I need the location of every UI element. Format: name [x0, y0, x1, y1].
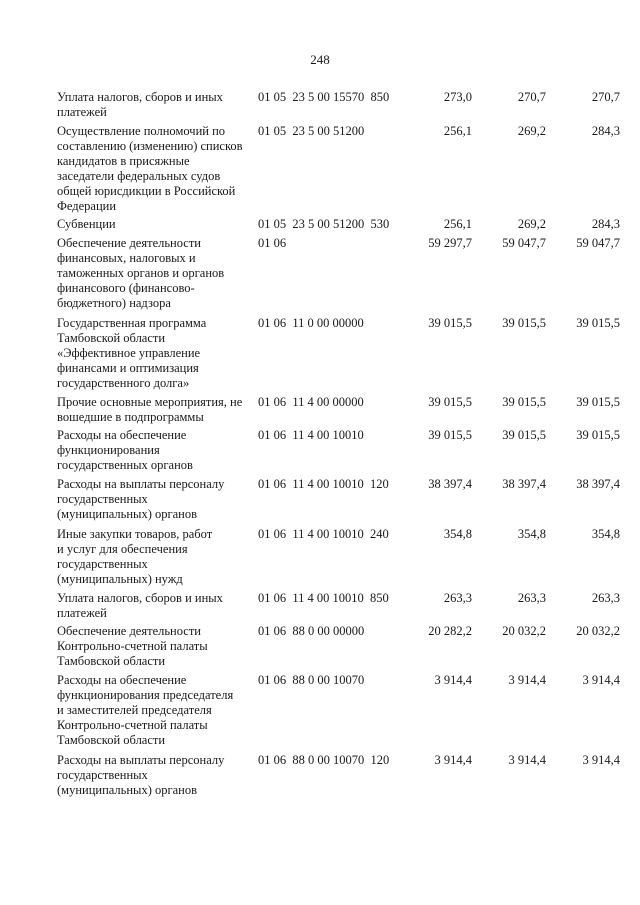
- amount-year-2: 354,8: [517, 527, 546, 541]
- budget-code: 01 06 11 4 00 10010 850: [258, 591, 389, 605]
- budget-code: 01 06 88 0 00 10070: [258, 673, 365, 687]
- amount-year-2: 39 015,5: [502, 428, 546, 442]
- expense-name: Иные закупки товаров, работ и услуг для обеспечения государственных (муниципальных) нужд: [57, 527, 213, 586]
- expense-name: Уплата налогов, сборов и иных платежей: [57, 591, 223, 620]
- amount-year-2: 38 397,4: [502, 477, 546, 491]
- amount-year-1: 263,3: [443, 591, 472, 605]
- expense-name: Государственная программа Тамбовской области «Эффективное управление финансами и оптимизация государственного долга»: [57, 316, 207, 390]
- page-number: 248: [310, 52, 330, 67]
- budget-code: 01 06 11 4 00 00000: [258, 395, 364, 409]
- amount-year-1: 273,0: [443, 90, 472, 104]
- budget-code: 01 06 88 0 00 10070 120: [258, 753, 390, 767]
- expense-name: Обеспечение деятельности Контрольно-счетной палаты Тамбовской области: [57, 624, 208, 668]
- expense-name: Расходы на выплаты персоналу государственных (муниципальных) органов: [57, 753, 225, 797]
- amount-year-2: 269,2: [517, 124, 546, 138]
- amount-year-3: 284,3: [591, 217, 620, 231]
- expense-name: Расходы на обеспечение функционирования председателя и заместителей председателя Контрольно-счетной палаты Тамбовской области: [57, 673, 234, 747]
- amount-year-3: 270,7: [591, 90, 620, 104]
- amount-year-1: 256,1: [443, 217, 472, 231]
- expense-name: Прочие основные мероприятия, не вошедшие в подпрограммы: [57, 395, 243, 424]
- amount-year-3: 284,3: [591, 124, 620, 138]
- amount-year-1: 59 297,7: [428, 236, 472, 250]
- budget-code: 01 06 11 0 00 00000: [258, 316, 364, 330]
- amount-year-2: 59 047,7: [502, 236, 546, 250]
- budget-code: 01 06 88 0 00 00000: [258, 624, 365, 638]
- amount-year-2: 270,7: [517, 90, 546, 104]
- expense-name: Расходы на обеспечение функционирования государственных органов: [57, 428, 193, 472]
- expense-name: Осуществление полномочий по составлению (изменению) списков кандидатов в присяжные заседатели федеральных судов общей юрисдикции в Российской Федерации: [57, 124, 243, 213]
- budget-code: 01 05 23 5 00 51200 530: [258, 217, 390, 231]
- amount-year-2: 39 015,5: [502, 316, 546, 330]
- amount-year-3: 263,3: [591, 591, 620, 605]
- amount-year-1: 39 015,5: [428, 428, 472, 442]
- amount-year-3: 3 914,4: [582, 673, 620, 687]
- amount-year-2: 263,3: [517, 591, 546, 605]
- amount-year-1: 3 914,4: [434, 753, 472, 767]
- amount-year-1: 256,1: [443, 124, 472, 138]
- budget-code: 01 06 11 4 00 10010 120: [258, 477, 389, 491]
- amount-year-2: 39 015,5: [502, 395, 546, 409]
- amount-year-1: 20 282,2: [428, 624, 472, 638]
- amount-year-3: 59 047,7: [576, 236, 620, 250]
- expense-name: Расходы на выплаты персоналу государственных (муниципальных) органов: [57, 477, 225, 521]
- budget-code: 01 06: [258, 236, 287, 250]
- amount-year-2: 3 914,4: [508, 753, 546, 767]
- amount-year-3: 38 397,4: [576, 477, 620, 491]
- amount-year-3: 354,8: [591, 527, 620, 541]
- amount-year-3: 39 015,5: [576, 428, 620, 442]
- amount-year-2: 3 914,4: [508, 673, 546, 687]
- amount-year-3: 20 032,2: [576, 624, 620, 638]
- amount-year-1: 38 397,4: [428, 477, 472, 491]
- expense-name: Субвенции: [57, 217, 116, 231]
- amount-year-2: 269,2: [517, 217, 546, 231]
- expense-name: Уплата налогов, сборов и иных платежей: [57, 90, 223, 119]
- budget-code: 01 06 11 4 00 10010 240: [258, 527, 389, 541]
- budget-code: 01 05 23 5 00 15570 850: [258, 90, 390, 104]
- amount-year-2: 20 032,2: [502, 624, 546, 638]
- amount-year-1: 3 914,4: [434, 673, 472, 687]
- amount-year-3: 39 015,5: [576, 395, 620, 409]
- expense-name: Обеспечение деятельности финансовых, налоговых и таможенных органов и органов финансового (финансово- бюджетного) надзора: [57, 236, 225, 310]
- amount-year-1: 39 015,5: [428, 395, 472, 409]
- amount-year-1: 354,8: [443, 527, 472, 541]
- budget-code: 01 05 23 5 00 51200: [258, 124, 365, 138]
- budget-code: 01 06 11 4 00 10010: [258, 428, 364, 442]
- amount-year-3: 3 914,4: [582, 753, 620, 767]
- amount-year-3: 39 015,5: [576, 316, 620, 330]
- amount-year-1: 39 015,5: [428, 316, 472, 330]
